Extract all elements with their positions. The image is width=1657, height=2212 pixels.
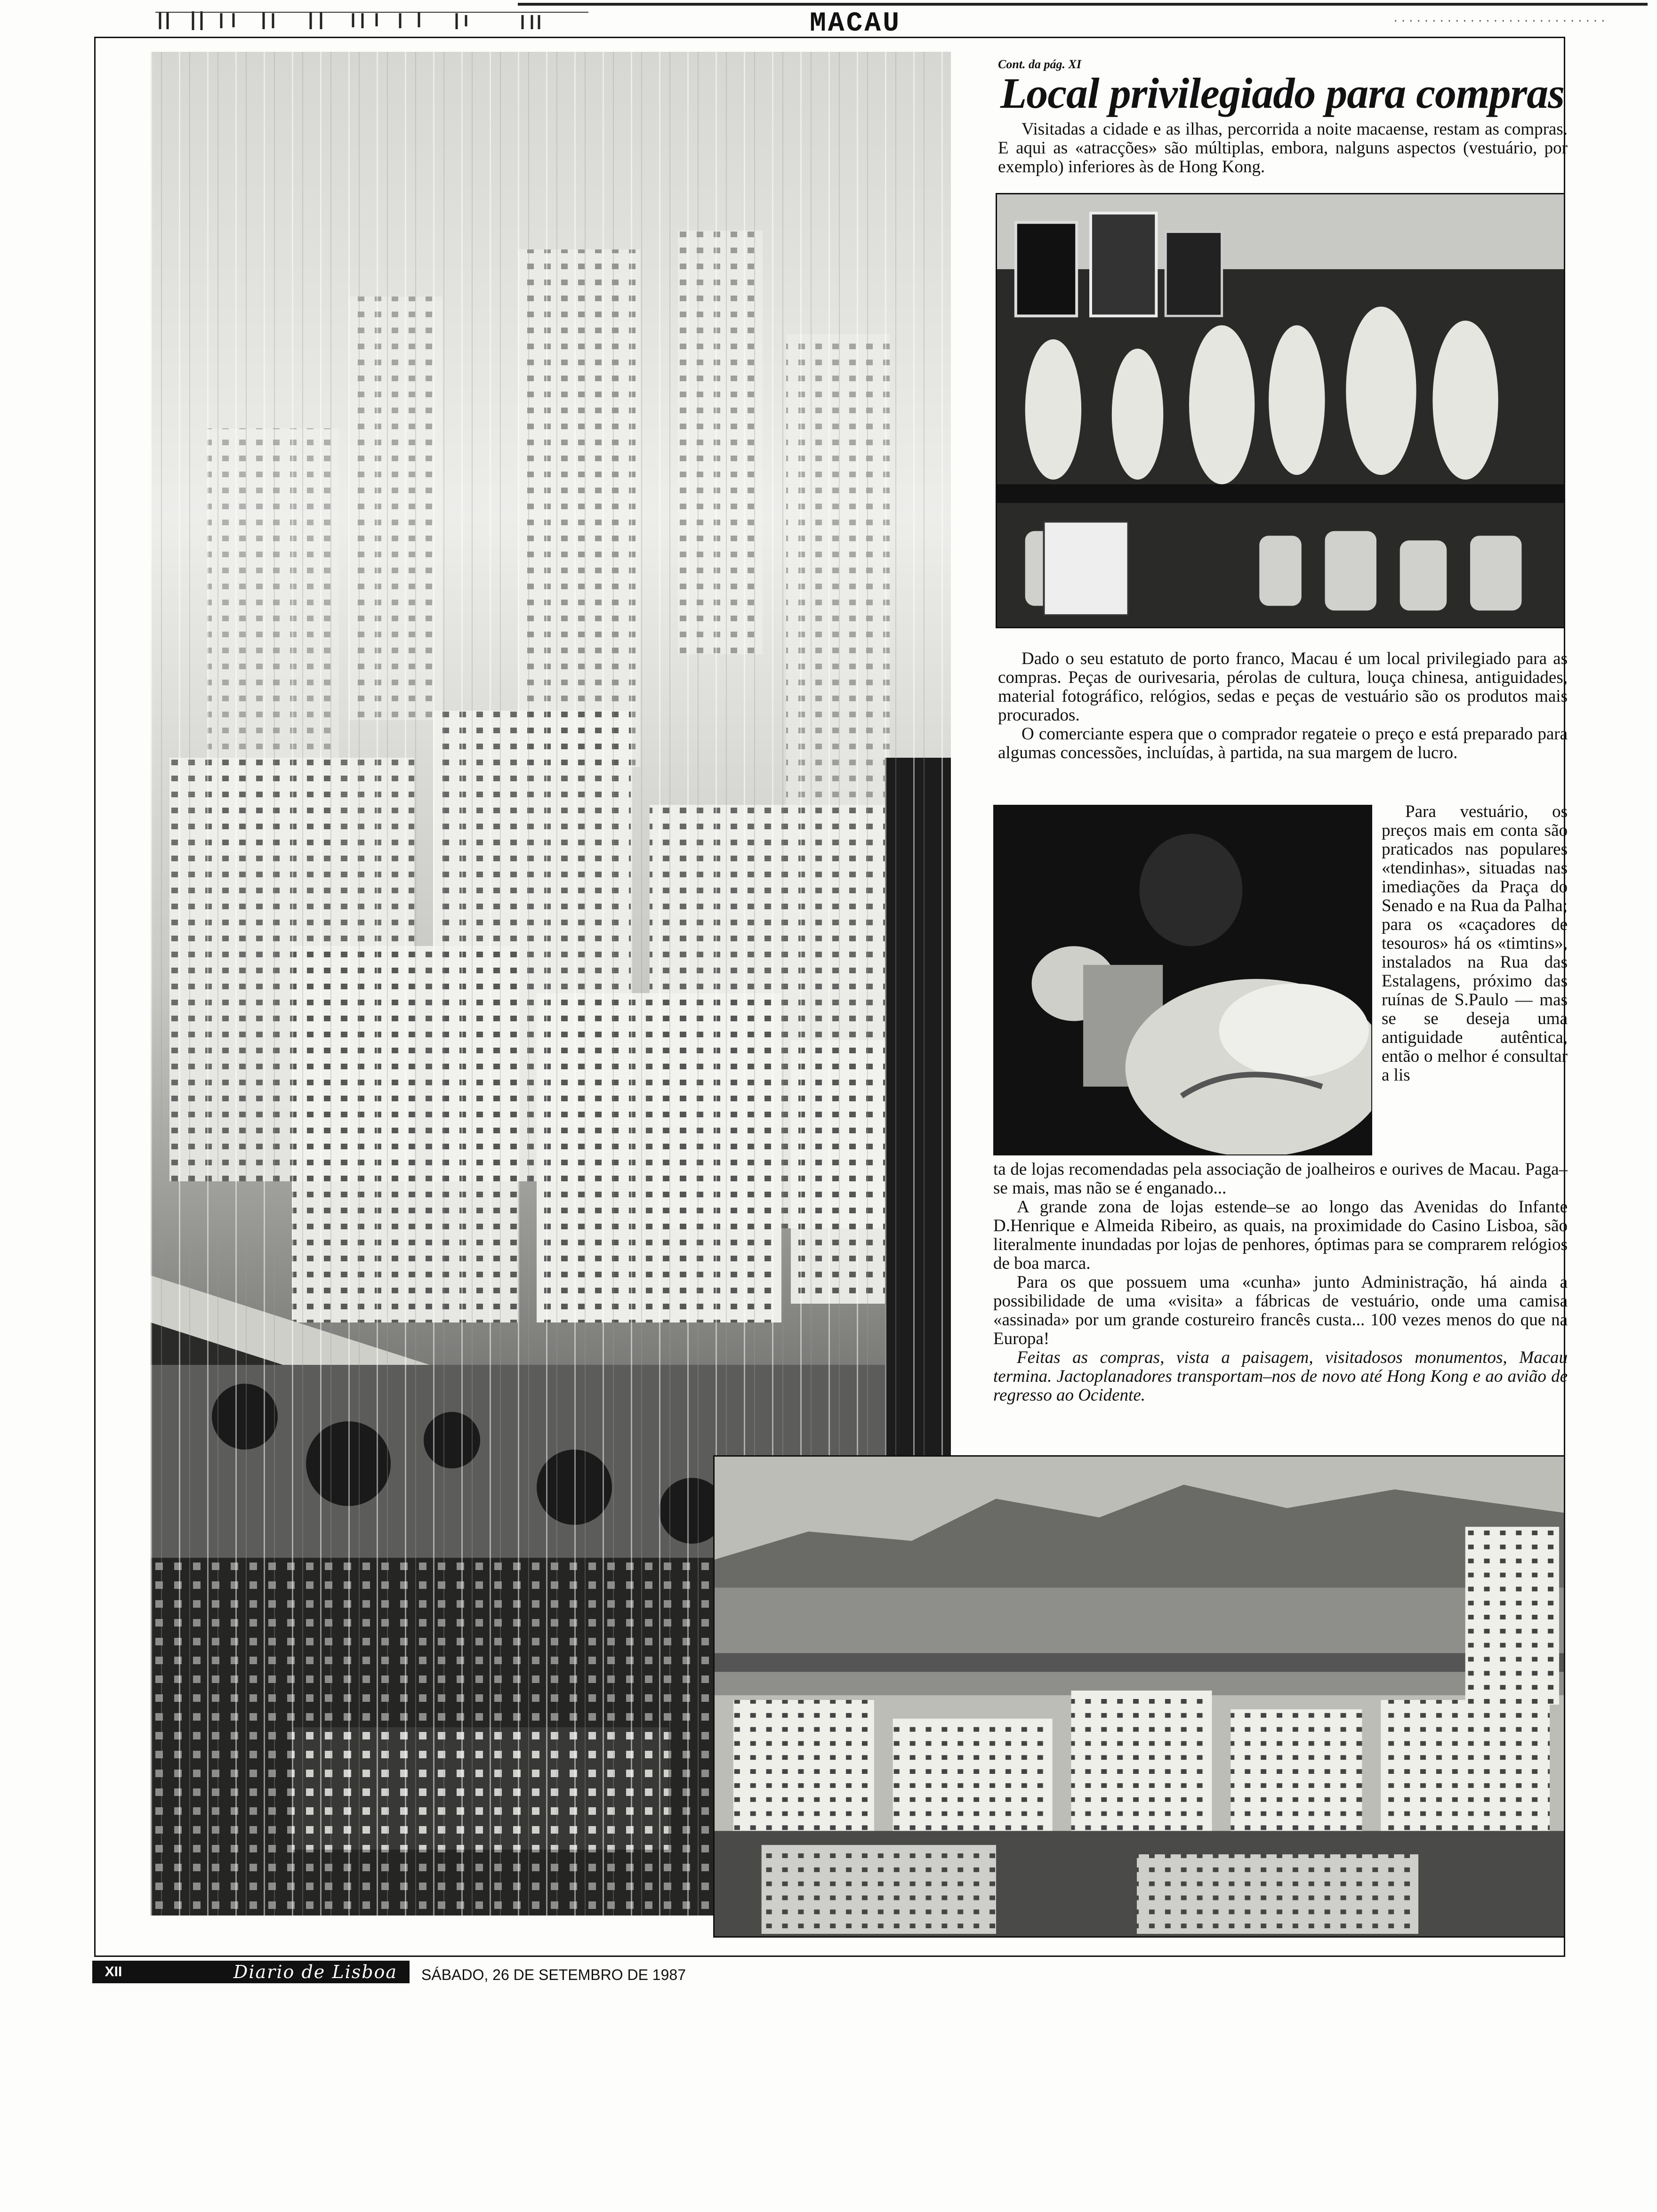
embroidery-photo: [993, 805, 1372, 1155]
paragraph-3-narrow: Para vestuário, os preços mais em conta são praticados nas populares «tendinhas», situadas nas imediações da Praça do Senado e na Rua da Palha; para os «caçadores de tesouros» há os «timtins», instalados na Rua das Estalagens, próximo das ruínas de S.Paulo — mas se se deseja uma antiguidade autêntica, então o melhor é consultar a lis: [1382, 802, 1568, 1085]
article-headline: Local privilegiado para compras: [1000, 69, 1565, 117]
paragraph-2: O comerciante espera que o comprador regateie o preço e está preparado para algumas concessões, incluídas, à partida, na sua margem de lucro.: [998, 724, 1568, 762]
antique-shop-photo: [996, 193, 1565, 628]
article-body-bottom: [993, 1160, 1568, 1405]
page-number: XII: [105, 1964, 122, 1980]
section-heading: MACAU: [810, 8, 901, 39]
footer-masthead: [221, 1961, 410, 1983]
masthead-title: Diario de Lisboa: [233, 1962, 398, 1982]
article-kicker: Cont. da pág. XI: [998, 57, 1081, 71]
harbour-panorama-photo: [713, 1455, 1565, 1938]
article-intro: [998, 120, 1568, 176]
footer-date: SÁBADO, 26 DE SETEMBRO DE 1987: [421, 1966, 686, 1983]
paragraph-4: A grande zona de lojas estende–se ao longo das Avenidas do Infante D.Henrique e Almeida Ribeiro, as quais, na proximidade do Casino Lisboa, são literalmente inundadas por lojas de penhores, óptimas para se comprarem relógios de boa marca.: [993, 1197, 1568, 1273]
paragraph-3-continued: ta de lojas recomendadas pela associação de joalheiros e ourives de Macau. Paga–se mais, mas não se é enganado...: [993, 1160, 1568, 1198]
paragraph-5: Para os que possuem uma «cunha» junto Administração, há ainda a possibilidade de uma «visita» a fábricas de vestuário, onde uma camisa «assinada» por um grande costureiro francês custa... 100 vezes menos do que na Europa!: [993, 1273, 1568, 1348]
article-body-top: [998, 649, 1568, 762]
article-narrow-column: [1382, 802, 1568, 1085]
closing-paragraph: Feitas as compras, vista a paisagem, visitadosos monumentos, Macau termina. Jactoplanadores transportam–nos de novo até Hong Kong e ao avião de regresso ao Ocidente.: [993, 1348, 1568, 1405]
top-edge-marks: [155, 8, 588, 32]
paragraph-1: Dado o seu estatuto de porto franco, Macau é um local privilegiado para as compras. Peças de ourivesaria, pérolas de cultura, louça chinesa, antiguidades, material fotográfico, relógios, sedas e peças de vestuário são os produtos mais procurados.: [998, 649, 1568, 725]
header-dotted-rule: · · · · · · · · · · · · · · · · · · · · · · · · · · · ·: [1393, 14, 1606, 29]
intro-paragraph: Visitadas a cidade e as ilhas, percorrida a noite macaense, restam as compras. E aqui as «atracções» são múltiplas, embora, nalguns aspectos (vestuário, por exemplo) inferiores às de Hong Kong.: [998, 120, 1568, 176]
top-rule: [518, 3, 1648, 6]
footer-page-number-box: [92, 1961, 135, 1983]
